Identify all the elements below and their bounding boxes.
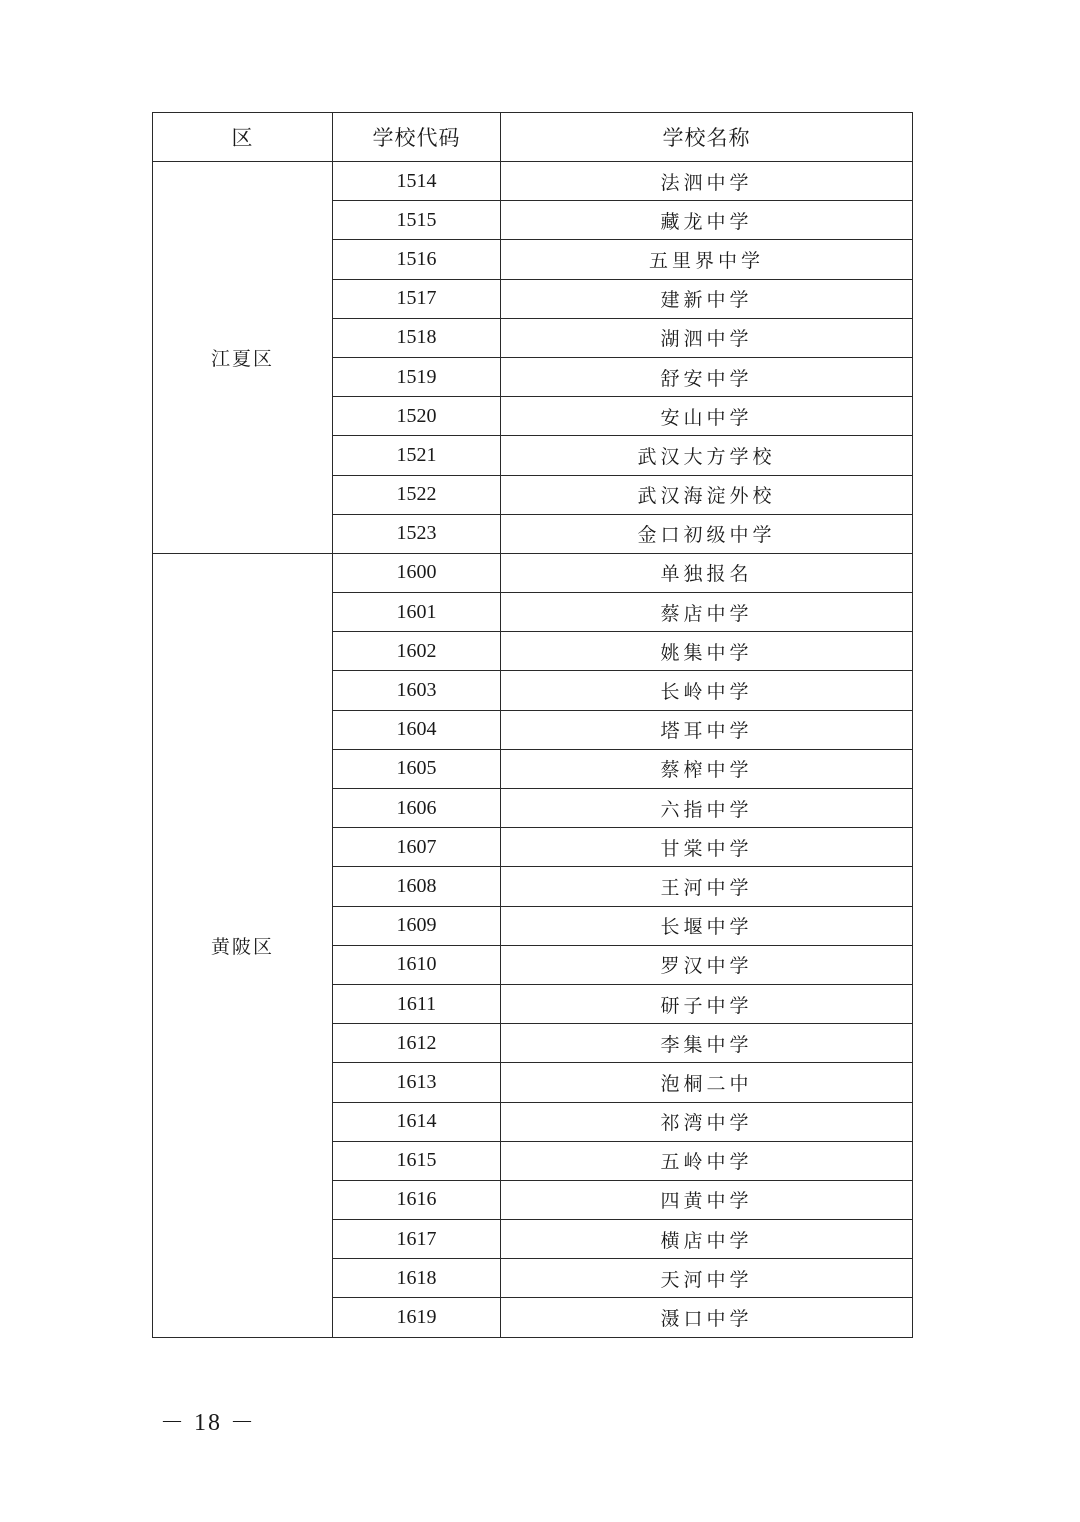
school-name-cell: 武汉海淀外校 [501,475,913,514]
school-code-table [152,112,913,1338]
school-name-cell: 六指中学 [501,789,913,828]
school-name-cell: 天河中学 [501,1259,913,1298]
school-name-cell: 李集中学 [501,1024,913,1063]
school-code-cell: 1605 [333,749,501,788]
school-name-cell: 五岭中学 [501,1141,913,1180]
school-name-cell: 姚集中学 [501,632,913,671]
school-code-cell: 1618 [333,1259,501,1298]
school-code-cell: 1518 [333,318,501,357]
school-code-cell: 1611 [333,984,501,1023]
school-name-cell: 武汉大方学校 [501,436,913,475]
table-header-row [153,113,913,162]
school-code-cell: 1516 [333,240,501,279]
school-name-cell: 藏龙中学 [501,201,913,240]
school-code-cell: 1522 [333,475,501,514]
school-code-cell: 1515 [333,201,501,240]
school-code-cell: 1520 [333,397,501,436]
school-name-cell: 罗汉中学 [501,945,913,984]
school-code-cell: 1517 [333,279,501,318]
table-row [153,162,913,201]
school-code-cell: 1616 [333,1180,501,1219]
school-name-cell: 滠口中学 [501,1298,913,1337]
school-code-cell: 1606 [333,789,501,828]
school-name-cell: 法泗中学 [501,162,913,201]
school-code-cell: 1613 [333,1063,501,1102]
school-name-cell: 蔡榨中学 [501,749,913,788]
school-name-cell: 蔡店中学 [501,593,913,632]
school-name-cell: 祁湾中学 [501,1102,913,1141]
school-name-cell: 湖泗中学 [501,318,913,357]
school-code-cell: 1612 [333,1024,501,1063]
school-code-cell: 1610 [333,945,501,984]
school-code-cell: 1514 [333,162,501,201]
school-code-cell: 1521 [333,436,501,475]
district-cell: 江夏区 [153,162,333,554]
school-name-cell: 泡桐二中 [501,1063,913,1102]
table-body [153,162,913,1338]
school-code-cell: 1600 [333,553,501,592]
school-name-cell: 研子中学 [501,984,913,1023]
school-name-cell: 舒安中学 [501,357,913,396]
school-code-cell: 1617 [333,1220,501,1259]
school-code-cell: 1519 [333,357,501,396]
school-code-cell: 1609 [333,906,501,945]
school-name-cell: 塔耳中学 [501,710,913,749]
school-name-cell: 横店中学 [501,1220,913,1259]
school-name-cell: 安山中学 [501,397,913,436]
school-name-cell: 长岭中学 [501,671,913,710]
school-name-cell: 单独报名 [501,553,913,592]
school-code-cell: 1601 [333,593,501,632]
school-name-cell: 长堰中学 [501,906,913,945]
header-school-name: 学校名称 [501,113,913,162]
school-code-cell: 1604 [333,710,501,749]
page-number: － 18 － [160,1410,256,1436]
school-name-cell: 甘棠中学 [501,828,913,867]
school-name-cell: 四黄中学 [501,1180,913,1219]
school-code-cell: 1619 [333,1298,501,1337]
district-cell: 黄陂区 [153,553,333,1337]
table-row [153,553,913,592]
school-code-cell: 1602 [333,632,501,671]
school-code-cell: 1523 [333,514,501,553]
school-name-cell: 五里界中学 [501,240,913,279]
school-name-cell: 金口初级中学 [501,514,913,553]
school-code-cell: 1608 [333,867,501,906]
school-code-cell: 1615 [333,1141,501,1180]
school-name-cell: 建新中学 [501,279,913,318]
school-code-cell: 1614 [333,1102,501,1141]
header-school-code: 学校代码 [333,113,501,162]
school-code-cell: 1607 [333,828,501,867]
header-district: 区 [153,113,333,162]
school-code-cell: 1603 [333,671,501,710]
school-name-cell: 王河中学 [501,867,913,906]
